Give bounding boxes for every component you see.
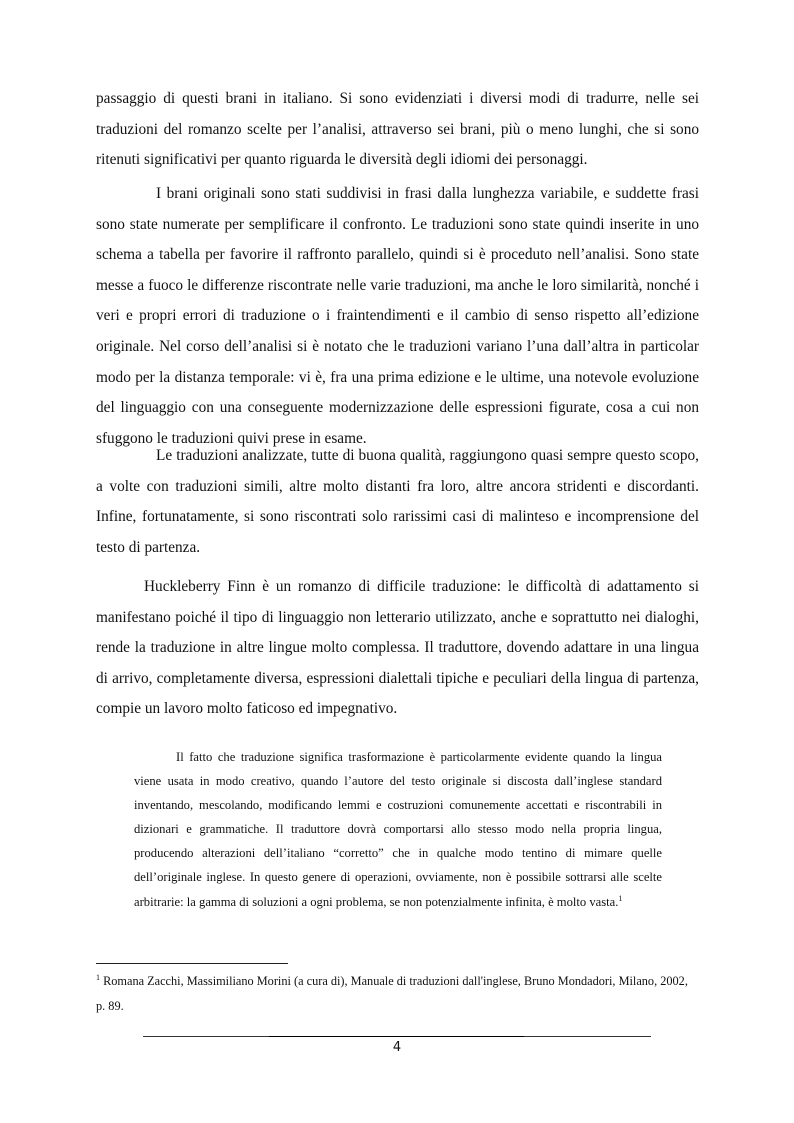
- page-number: 4: [392, 1040, 402, 1055]
- footnote-separator: [96, 963, 288, 964]
- block-quote: [134, 745, 662, 914]
- block-quote-text: Il fatto che traduzione significa trasformazione è particolarmente evidente quando la lingua viene usata in modo creativo, quando l’autore del testo originale si discosta dall’inglese standard inventando, mescolando, modificando lemmi e costruzioni comunemente accettati e riscontrabili in dizionari e grammatiche. Il traduttore dovrà comportarsi allo stesso modo nella propria lingua, producendo alterazioni dell’italiano “corretto” che in qualche modo tentino di mimare quelle dell’originale inglese. In questo genere di operazioni, ovviamente, non è possibile sottrarsi alle scelte arbitrarie: la gamma di soluzioni a ogni problema, se non potenzialmente infinita, è molto vasta.: [134, 750, 662, 909]
- footnote-marker: 1: [96, 972, 100, 982]
- body-paragraph: Huckleberry Finn è un romanzo di difficile traduzione: le difficoltà di adattamento si manifestano poiché il tipo di linguaggio non letterario utilizzato, anche e soprattutto nei dialoghi, rende la traduzione in altre lingue molto complessa. Il traduttore, dovendo adattare in una lingua di arrivo, completamente diversa, espressioni dialettali tipiche e peculiari della lingua di partenza, compie un lavoro molto faticoso ed impegnativo.: [96, 578, 699, 718]
- body-paragraph: passaggio di questi brani in italiano. Si sono evidenziati i diversi modi di tradurre, nelle sei traduzioni del romanzo scelte per l’analisi, attraverso sei brani, più o meno lunghi, che si sono ritenuti significativi per quanto riguarda le diversità degli idiomi dei personaggi.: [96, 90, 699, 169]
- body-paragraph: I brani originali sono stati suddivisi in frasi dalla lunghezza variabile, e suddette frasi sono state numerate per semplificare il confronto. Le traduzioni sono state quindi inserite in uno schema a tabella per favorire il raffronto parallelo, quindi si è proceduto nell’analisi. Sono state messe a fuoco le differenze riscontrate nelle varie traduzioni, ma anche le loro similarità, nonché i veri e propri errori di traduzione o i fraintendimenti e il cambio di senso rispetto all’edizione originale. Nel corso dell’analisi si è notato che le traduzioni variano l’una dall’altra in particolar modo per la distanza temporale: vi è, fra una prima edizione e le ultime, una notevole evoluzione del linguaggio con una conseguente modernizzazione delle espressioni figurate, cosa a cui non sfuggono le traduzioni quivi prese in esame.: [96, 185, 699, 447]
- footnote-reference[interactable]: 1: [618, 893, 623, 903]
- footnote-text: Romana Zacchi, Massimiliano Morini (a cura di), Manuale di traduzioni dall'inglese, Bruno Mondadori, Milano, 2002, p. 89.: [96, 974, 688, 1013]
- footer-rule-accent: [269, 1036, 524, 1038]
- footnote: [96, 969, 699, 1019]
- body-paragraph: Le traduzioni analizzate, tutte di buona qualità, raggiungono quasi sempre questo scopo, a volte con traduzioni simili, altre molto distanti fra loro, altre ancora stridenti e discordanti. Infine, fortunatamente, si sono riscontrati solo rarissimi casi di malinteso e incomprensione del testo di partenza.: [96, 447, 699, 556]
